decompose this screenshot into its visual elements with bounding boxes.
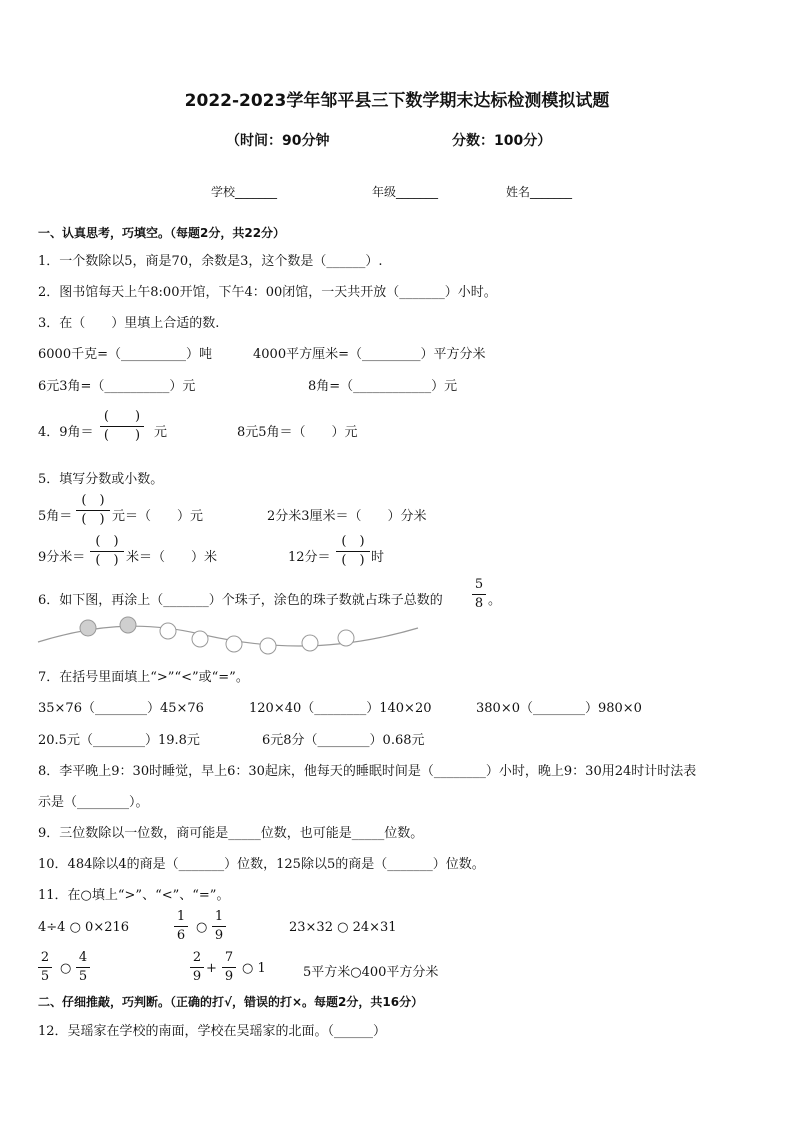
question-11b-circle: ○ [196,920,208,935]
question-11e-tail: ○ 1 [242,961,266,976]
fraction-denominator: 9 [192,969,202,984]
question-11b-fraction-1 [174,908,188,945]
question-10: 10．484除以4的商是（_______）位数，125除以5的商是（_______）位数。 [38,857,485,872]
bead-shaded [120,617,136,633]
question-5b: 2分米3厘米＝（ ）分米 [267,509,427,524]
bead-unshaded [338,630,354,646]
bead-shaded [80,620,96,636]
question-3: 3．在（ ）里填上合适的数. [38,316,220,331]
question-7: 7．在括号里面填上“>”“<”或“=”。 [38,670,249,685]
question-5d-prefix: 12分＝ [288,550,331,565]
question-7c: 380×0（________）980×0 [476,701,642,716]
question-6-fraction [472,576,486,613]
question-5a-suffix: 元＝（ ）元 [112,509,204,524]
fraction-denominator: 9 [224,969,234,984]
grade-field: 年级_______ [372,185,439,199]
question-3d: 8角=（____________）元 [308,379,458,394]
bead-unshaded [226,636,242,652]
exam-time: （时间：90分钟 [226,133,330,149]
fraction-denominator: 9 [214,928,224,943]
question-5a-prefix: 5角＝ [38,509,73,524]
fraction-denominator: 5 [78,969,88,984]
question-6: 6．如下图，再涂上（_______）个珠子，涂色的珠子数就占珠子总数的 [38,593,443,608]
fraction-numerator: 5 [474,577,484,592]
bead-unshaded [160,623,176,639]
name-field: 姓名_______ [506,185,573,199]
fraction-numerator: 1 [176,909,186,924]
question-11d-circle: ○ [60,961,72,976]
question-8-line1: 8．李平晚上9：30时睡觉，早上6：30起床，他每天的睡眠时间是（________）小时，晚上9：30用24时计时法表 [38,764,697,779]
question-4a-suffix: 元 [154,425,168,440]
question-4a-prefix: 4．9角＝ [38,425,94,440]
question-11a: 4÷4 ○ 0×216 [38,920,130,935]
question-7d: 20.5元（________）19.8元 [38,733,200,748]
question-12: 12．吴瑶家在学校的南面，学校在吴瑶家的北面。（______） [38,1024,387,1039]
question-11e-fraction-1 [190,949,204,986]
question-11b-fraction-2 [212,908,226,945]
fraction-numerator: ( ) [95,534,119,549]
exam-score: 分数：100分） [452,133,552,149]
question-11d-fraction-2 [76,949,90,986]
fraction-numerator: 1 [214,909,224,924]
question-5c-suffix: 米＝（ ）米 [126,550,218,565]
question-11d-fraction-1 [38,949,52,986]
question-11f: 5平方米○400平方分米 [303,965,439,980]
fraction-numerator: ( ) [103,409,141,424]
fraction-denominator: 8 [474,596,484,611]
fraction-denominator: ( ) [95,553,119,568]
question-5d-suffix: 时 [371,550,385,565]
question-11e-fraction-2 [222,949,236,986]
fraction-numerator: 2 [40,950,50,965]
question-3a: 6000千克=（__________）吨 [38,347,212,362]
question-8-line2: 示是（________）。 [38,795,149,810]
bead-group [80,617,354,654]
question-5a-fraction [76,492,110,529]
question-11e-plus: + [206,961,217,976]
fraction-numerator: ( ) [341,534,365,549]
question-5d-fraction [336,533,370,570]
fraction-numerator: 4 [78,950,88,965]
question-6-end: 。 [488,593,502,608]
fraction-denominator: ( ) [81,512,105,527]
question-7b: 120×40（________）140×20 [249,701,432,716]
section-1-heading: 一、认真思考，巧填空。（每题2分，共22分） [38,226,286,240]
school-field: 学校_______ [211,185,278,199]
fraction-denominator: 6 [176,928,186,943]
fraction-numerator: ( ) [81,493,105,508]
page-title: 2022-2023学年邹平县三下数学期末达标检测模拟试题 [184,91,610,111]
question-7a: 35×76（________）45×76 [38,701,204,716]
question-5c-prefix: 9分米＝ [38,550,86,565]
question-1: 1．一个数除以5，商是70，余数是3，这个数是（______）. [38,254,383,269]
question-4b: 8元5角＝（ ）元 [237,425,358,440]
fraction-denominator: ( ) [341,553,365,568]
fraction-denominator: ( ) [103,428,141,443]
bead-unshaded [260,638,276,654]
question-5: 5．填写分数或小数。 [38,472,164,487]
question-2: 2．图书馆每天上午8:00开馆，下午4：00闭馆，一天共开放（_______）小时。 [38,285,497,300]
question-7e: 6元8分（________）0.68元 [262,733,425,748]
question-11c: 23×32 ○ 24×31 [289,920,397,935]
fraction-numerator: 7 [224,950,234,965]
question-3c: 6元3角=（__________）元 [38,379,196,394]
question-9: 9．三位数除以一位数，商可能是_____位数，也可能是_____位数。 [38,826,424,841]
bead-unshaded [302,635,318,651]
fraction-denominator: 5 [40,969,50,984]
bead-unshaded [192,631,208,647]
fraction-numerator: 2 [192,950,202,965]
question-4a-fraction [100,408,144,445]
section-2-heading: 二、仔细推敲，巧判断。（正确的打√，错误的打×。每题2分，共16分） [38,995,424,1009]
question-11: 11．在○填上“>”、“<”、“=”。 [38,888,230,903]
question-5c-fraction [90,533,124,570]
bead-string-figure [30,612,430,662]
question-3b: 4000平方厘米=（_________）平方分米 [253,347,486,362]
